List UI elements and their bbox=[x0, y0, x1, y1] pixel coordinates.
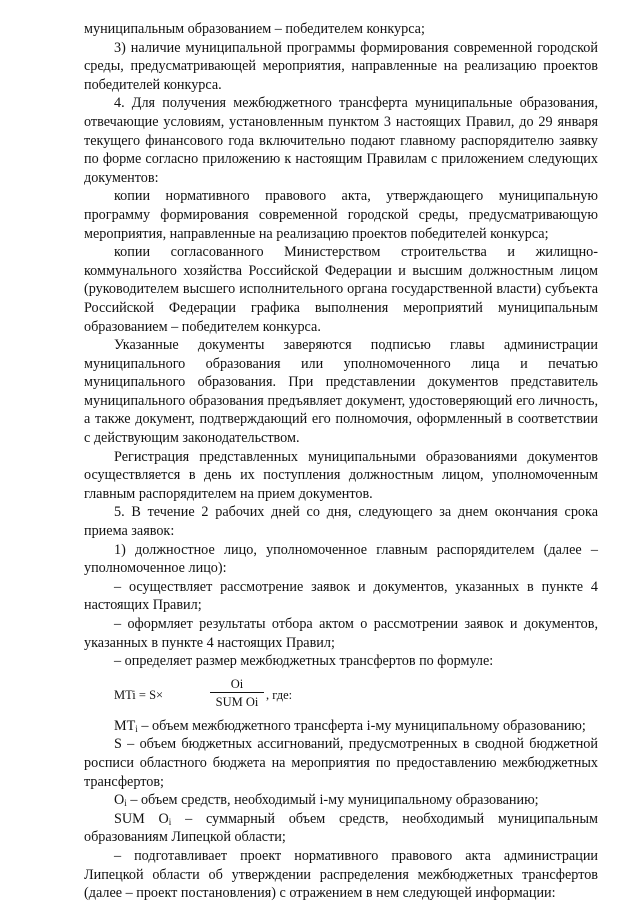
document-page bbox=[84, 20, 598, 903]
definition-s bbox=[84, 735, 598, 791]
definition-text: – суммарный объем средств, необходимый муниципальным образованиям Липецкой области; bbox=[84, 810, 599, 846]
paragraph-copies-program: копии нормативного правового акта, утверждающего муниципальную программу формирования современной городской среды, предусматривающую мероприятия, направленные на реализацию проектов победителей конкурса; bbox=[84, 188, 598, 242]
definition-mti bbox=[84, 717, 598, 736]
transfer-formula bbox=[114, 677, 598, 711]
paragraph-clause-4: 4. Для получения межбюджетного трансферта муниципальные образования, отвечающие условиям, установленным пунктом 3 настоящих Правил, до 29 января текущего финансового года включительно подают главному распорядителю заявку по форме согласно приложению к настоящим Правилам с приложением следующих документов: bbox=[84, 95, 598, 186]
definition-subscript: i bbox=[168, 816, 172, 827]
formula-fraction bbox=[210, 677, 264, 709]
paragraph-continuation: муниципальным образованием – победителем конкурса; bbox=[84, 21, 425, 37]
formula-numerator: Oi bbox=[210, 677, 264, 693]
definition-text: – объем средств, необходимый i-му муниципальному образованию; bbox=[126, 792, 539, 809]
definition-sum-oi bbox=[84, 810, 598, 847]
paragraph-certification: Указанные документы заверяются подписью главы администрации муниципального образования или уполномоченного лица и печатью муниципального образования. При представлении документов представитель муниципального образования предъявляет документ, удостоверяющий его личность, а также документ, подтверждающий его полномочия, оформленный в соответствии с действующим законодательством. bbox=[84, 337, 598, 447]
definition-oi bbox=[84, 791, 598, 810]
definition-symbol: O bbox=[114, 792, 125, 809]
paragraph-item-3: 3) наличие муниципальной программы формирования современной городской среды, предусматривающей мероприятия, направленные на реализацию проектов победителей конкурса. bbox=[84, 39, 598, 93]
definition-symbol: S bbox=[114, 736, 122, 753]
definition-subscript: i bbox=[124, 798, 127, 809]
paragraph-draft-resolution: – подготавливает проект нормативного правового акта администрации Липецкой области об утверждении распределения межбюджетных трансфертов (далее – проект постановления) с отражением в нем следующей информации: bbox=[84, 847, 598, 902]
definition-text: – объем бюджетных ассигнований, предусмотренных в сводной бюджетной росписи областного бюджета на мероприятия по предоставлению межбюджетных трансфертов; bbox=[84, 736, 598, 790]
formula-denominator: SUM Oi bbox=[215, 694, 259, 709]
definition-text: – объем межбюджетного трансферта i-му муниципальному образованию; bbox=[137, 717, 586, 734]
paragraph-copies-schedule: копии согласованного Министерством строительства и жилищно-коммунального хозяйства Российской Федерации и высшим должностным лицом (руководителем высшего исполнительного органа государственной власти) субъекта Российской Федерации графика выполнения мероприятий муниципальным образованием – победителем конкурса. bbox=[84, 244, 598, 335]
definition-symbol: MT bbox=[114, 717, 136, 734]
formula-lhs: MTi = S× bbox=[114, 687, 164, 702]
paragraph-registration: Регистрация представленных муниципальными образованиями документов осуществляется в день их поступления должностным лицом, уполномоченным главным распорядителем на прием документов. bbox=[84, 448, 598, 502]
definition-symbol: SUM O bbox=[114, 810, 169, 827]
paragraph-formula-intro: – определяет размер межбюджетных трансфертов по формуле: bbox=[114, 653, 494, 670]
paragraph-authorized-person: 1) должностное лицо, уполномоченное главным распорядителем (далее – уполномоченное лицо): bbox=[84, 541, 598, 577]
paragraph-review: – осуществляет рассмотрение заявок и документов, указанных в пункте 4 настоящих Правил; bbox=[84, 578, 598, 614]
paragraph-act: – оформляет результаты отбора актом о рассмотрении заявок и документов, указанных в пункте 4 настоящих Правил; bbox=[84, 616, 598, 651]
definition-subscript: i bbox=[135, 723, 138, 734]
paragraph-clause-5: 5. В течение 2 рабочих дней со дня, следующего за днем окончания срока приема заявок: bbox=[84, 504, 598, 540]
formula-tail: , где: bbox=[266, 687, 293, 702]
